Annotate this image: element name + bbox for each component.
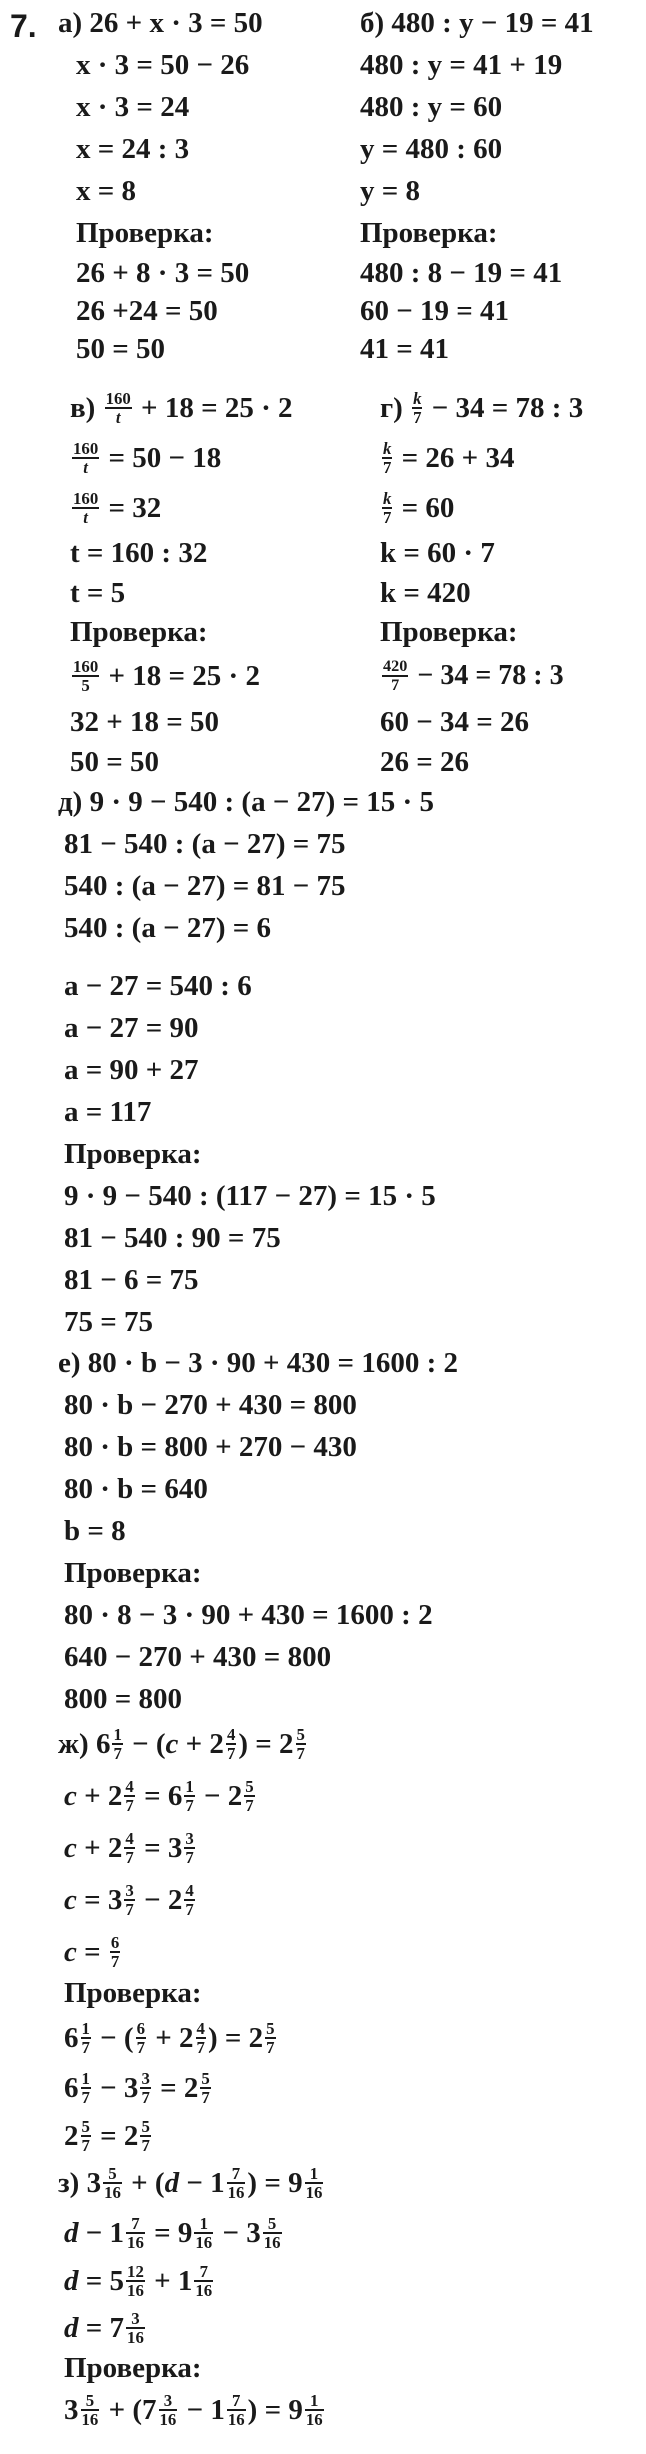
part-d-step: 540 : (a − 27) = 81 − 75 xyxy=(64,870,346,902)
fraction: $\frac{420}{7}$ xyxy=(383,657,408,694)
fraction: $\frac{6}{7}$ xyxy=(110,1933,120,1972)
part-d-check: 81 − 6 = 75 xyxy=(64,1264,199,1296)
part-zh-step: c + 2 $\frac{4}{7}$ = 3 $\frac{3}{7}$ xyxy=(64,1829,194,1868)
part-b-step: 480 : y = 60 xyxy=(360,91,503,123)
part-g-check: 26 = 26 xyxy=(380,746,470,778)
part-b-check: 480 : 8 − 19 = 41 xyxy=(360,257,563,289)
part-d-check-label: Проверка: xyxy=(64,1138,202,1170)
part-d-step: a = 90 + 27 xyxy=(64,1054,199,1086)
fraction: $\frac{160}{t}$ xyxy=(105,389,131,428)
part-b-equation: б) 480 : y − 19 = 41 xyxy=(360,7,594,39)
part-e-step: 80 · b = 800 + 270 − 430 xyxy=(64,1431,357,1463)
part-a-step: x = 24 : 3 xyxy=(76,133,190,165)
part-b-step: 480 : y = 41 + 19 xyxy=(360,49,563,81)
part-z-check-label: Проверка: xyxy=(64,2352,202,2384)
part-d-step: 540 : (a − 27) = 6 xyxy=(64,912,272,944)
part-e-check: 800 = 800 xyxy=(64,1683,183,1715)
fraction: $\frac{5}{7}$ xyxy=(266,2019,275,2058)
problem-number: 7. xyxy=(10,8,37,44)
part-zh-equation: ж) 6 $\frac{1}{7}$ − (c + 2 $\frac{4}{7}$ ) = 2 $\frac{5}{7}$ xyxy=(58,1725,305,1764)
part-z-step: d − 1 $\frac{7}{16}$ = 9 $\frac{1}{16}$ − 3 $\frac{5}{16}$ xyxy=(64,2214,281,2253)
part-v-check: $\frac{160}{5}$ + 18 = 25 · 2 xyxy=(73,657,260,696)
fraction: $\frac{k}{7}$ xyxy=(383,489,392,528)
part-d-check: 81 − 540 : 90 = 75 xyxy=(64,1222,281,1254)
fraction: $\frac{4}{7}$ xyxy=(125,1829,134,1868)
fraction: $\frac{5}{7}$ xyxy=(245,1777,254,1816)
fraction: $\frac{5}{16}$ xyxy=(104,2164,121,2203)
fraction: $\frac{7}{16}$ xyxy=(227,2164,245,2203)
part-b-step: y = 8 xyxy=(360,175,421,207)
part-zh-check-label: Проверка: xyxy=(64,1977,202,2009)
part-e-check: 640 − 270 + 430 = 800 xyxy=(64,1641,332,1673)
part-g-step: $\frac{k}{7}$ = 60 xyxy=(383,489,455,528)
fraction: $\frac{7}{16}$ xyxy=(195,2262,213,2301)
fraction: $\frac{3}{7}$ xyxy=(125,1881,134,1920)
part-e-equation: е) 80 · b − 3 · 90 + 430 = 1600 : 2 xyxy=(58,1347,458,1379)
part-d-step: a = 117 xyxy=(64,1096,152,1128)
fraction: $\frac{1}{7}$ xyxy=(81,2019,90,2058)
fraction: $\frac{5}{16}$ xyxy=(263,2214,281,2253)
part-a-step: x = 8 xyxy=(76,175,137,207)
part-zh-step: c = $\frac{6}{7}$ xyxy=(64,1933,120,1972)
fraction: $\frac{160}{t}$ xyxy=(73,489,99,528)
part-z-step: d = 7 $\frac{3}{16}$ xyxy=(64,2309,144,2348)
part-zh-step: c = 3 $\frac{3}{7}$ − 2 $\frac{4}{7}$ xyxy=(64,1881,194,1920)
fraction: $\frac{1}{16}$ xyxy=(195,2214,213,2253)
part-z-check: 3 $\frac{5}{16}$ + (7 $\frac{3}{16}$ − 1 $\frac{7}{16}$ ) = 9 $\frac{1}{16}$ xyxy=(64,2391,323,2430)
fraction: $\frac{4}{7}$ xyxy=(196,2019,205,2058)
fraction: $\frac{1}{7}$ xyxy=(81,2069,90,2108)
fraction: $\frac{7}{16}$ xyxy=(127,2214,144,2253)
fraction: $\frac{160}{5}$ xyxy=(73,657,99,696)
fraction: $\frac{k}{7}$ xyxy=(413,389,422,428)
part-d-step: a − 27 = 90 xyxy=(64,1012,199,1044)
part-zh-step: c + 2 $\frac{4}{7}$ = 6 $\frac{1}{7}$ − 2 $\frac{5}{7}$ xyxy=(64,1777,254,1816)
fraction: $\frac{5}{7}$ xyxy=(141,2117,150,2156)
part-z-step: d = 5 $\frac{12}{16}$ + 1 $\frac{7}{16}$ xyxy=(64,2262,213,2301)
part-d-check: 75 = 75 xyxy=(64,1306,154,1338)
part-e-step: b = 8 xyxy=(64,1515,126,1547)
part-v-equation: в) $\frac{160}{t}$ + 18 = 25 · 2 xyxy=(70,389,293,428)
fraction: $\frac{3}{7}$ xyxy=(185,1829,194,1868)
fraction: $\frac{1}{7}$ xyxy=(113,1725,122,1764)
fraction: $\frac{6}{7}$ xyxy=(136,2019,145,2058)
part-g-equation: г) $\frac{k}{7}$ − 34 = 78 : 3 xyxy=(380,389,584,428)
part-b-step: y = 480 : 60 xyxy=(360,133,503,165)
part-v-check: 50 = 50 xyxy=(70,746,160,778)
part-v-step: $\frac{160}{t}$ = 50 − 18 xyxy=(73,439,222,478)
part-a-check: 26 + 8 · 3 = 50 xyxy=(76,257,250,289)
fraction: $\frac{3}{7}$ xyxy=(141,2069,150,2108)
fraction: $\frac{3}{16}$ xyxy=(127,2309,144,2348)
part-zh-check: 6 $\frac{1}{7}$ − 3 $\frac{3}{7}$ = 2 $\frac{5}{7}$ xyxy=(64,2069,210,2108)
part-a-check: 26 +24 = 50 xyxy=(76,295,218,327)
part-b-check: 60 − 19 = 41 xyxy=(360,295,510,327)
part-d-check: 9 · 9 − 540 : (117 − 27) = 15 · 5 xyxy=(64,1180,436,1212)
part-d-step: 81 − 540 : (a − 27) = 75 xyxy=(64,828,346,860)
part-v-check-label: Проверка: xyxy=(70,616,208,648)
part-v-step: t = 160 : 32 xyxy=(70,537,208,569)
part-d-step: a − 27 = 540 : 6 xyxy=(64,970,252,1002)
fraction: $\frac{1}{7}$ xyxy=(185,1777,194,1816)
fraction: $\frac{7}{16}$ xyxy=(227,2391,245,2430)
part-d-equation: д) 9 · 9 − 540 : (a − 27) = 15 · 5 xyxy=(58,786,434,818)
fraction: $\frac{4}{7}$ xyxy=(185,1881,194,1920)
part-a-equation: а) 26 + x · 3 = 50 xyxy=(58,7,263,39)
part-b-check-label: Проверка: xyxy=(360,217,498,249)
fraction: $\frac{k}{7}$ xyxy=(383,439,392,478)
fraction: $\frac{5}{7}$ xyxy=(81,2117,90,2156)
part-zh-check: 2 $\frac{5}{7}$ = 2 $\frac{5}{7}$ xyxy=(64,2117,150,2156)
fraction: $\frac{3}{16}$ xyxy=(159,2391,177,2430)
part-e-step: 80 · b = 640 xyxy=(64,1473,208,1505)
part-e-step: 80 · b − 270 + 430 = 800 xyxy=(64,1389,357,1421)
fraction: $\frac{5}{7}$ xyxy=(201,2069,210,2108)
part-e-check-label: Проверка: xyxy=(64,1557,202,1589)
part-g-check: 60 − 34 = 26 xyxy=(380,706,530,738)
fraction: $\frac{5}{16}$ xyxy=(81,2391,99,2430)
part-v-step: $\frac{160}{t}$ = 32 xyxy=(73,489,162,528)
fraction: $\frac{12}{16}$ xyxy=(127,2262,144,2301)
part-a-step: x · 3 = 24 xyxy=(76,91,190,123)
part-g-check: $\frac{420}{7}$ − 34 = 78 : 3 xyxy=(383,657,564,694)
part-v-check: 32 + 18 = 50 xyxy=(70,706,220,738)
part-v-step: t = 5 xyxy=(70,577,126,609)
part-g-step: k = 60 · 7 xyxy=(380,537,495,569)
fraction: $\frac{4}{7}$ xyxy=(226,1725,236,1764)
part-g-step: k = 420 xyxy=(380,577,471,609)
fraction: $\frac{1}{16}$ xyxy=(305,2164,323,2203)
fraction: $\frac{160}{t}$ xyxy=(73,439,99,478)
part-z-equation: з) 3 $\frac{5}{16}$ + (d − 1 $\frac{7}{16}$ ) = 9 $\frac{1}{16}$ xyxy=(58,2164,323,2203)
fraction: $\frac{5}{7}$ xyxy=(296,1725,305,1764)
part-a-check-label: Проверка: xyxy=(76,217,214,249)
part-g-step: $\frac{k}{7}$ = 26 + 34 xyxy=(383,439,515,478)
part-g-check-label: Проверка: xyxy=(380,616,518,648)
part-zh-check: 6 $\frac{1}{7}$ − ( $\frac{6}{7}$ + 2 $\frac{4}{7}$ ) = 2 $\frac{5}{7}$ xyxy=(64,2019,275,2058)
part-e-check: 80 · 8 − 3 · 90 + 430 = 1600 : 2 xyxy=(64,1599,433,1631)
fraction: $\frac{1}{16}$ xyxy=(305,2391,323,2430)
part-a-check: 50 = 50 xyxy=(76,333,166,365)
part-b-check: 41 = 41 xyxy=(360,333,450,365)
fraction: $\frac{4}{7}$ xyxy=(125,1777,134,1816)
part-a-step: x · 3 = 50 − 26 xyxy=(76,49,250,81)
